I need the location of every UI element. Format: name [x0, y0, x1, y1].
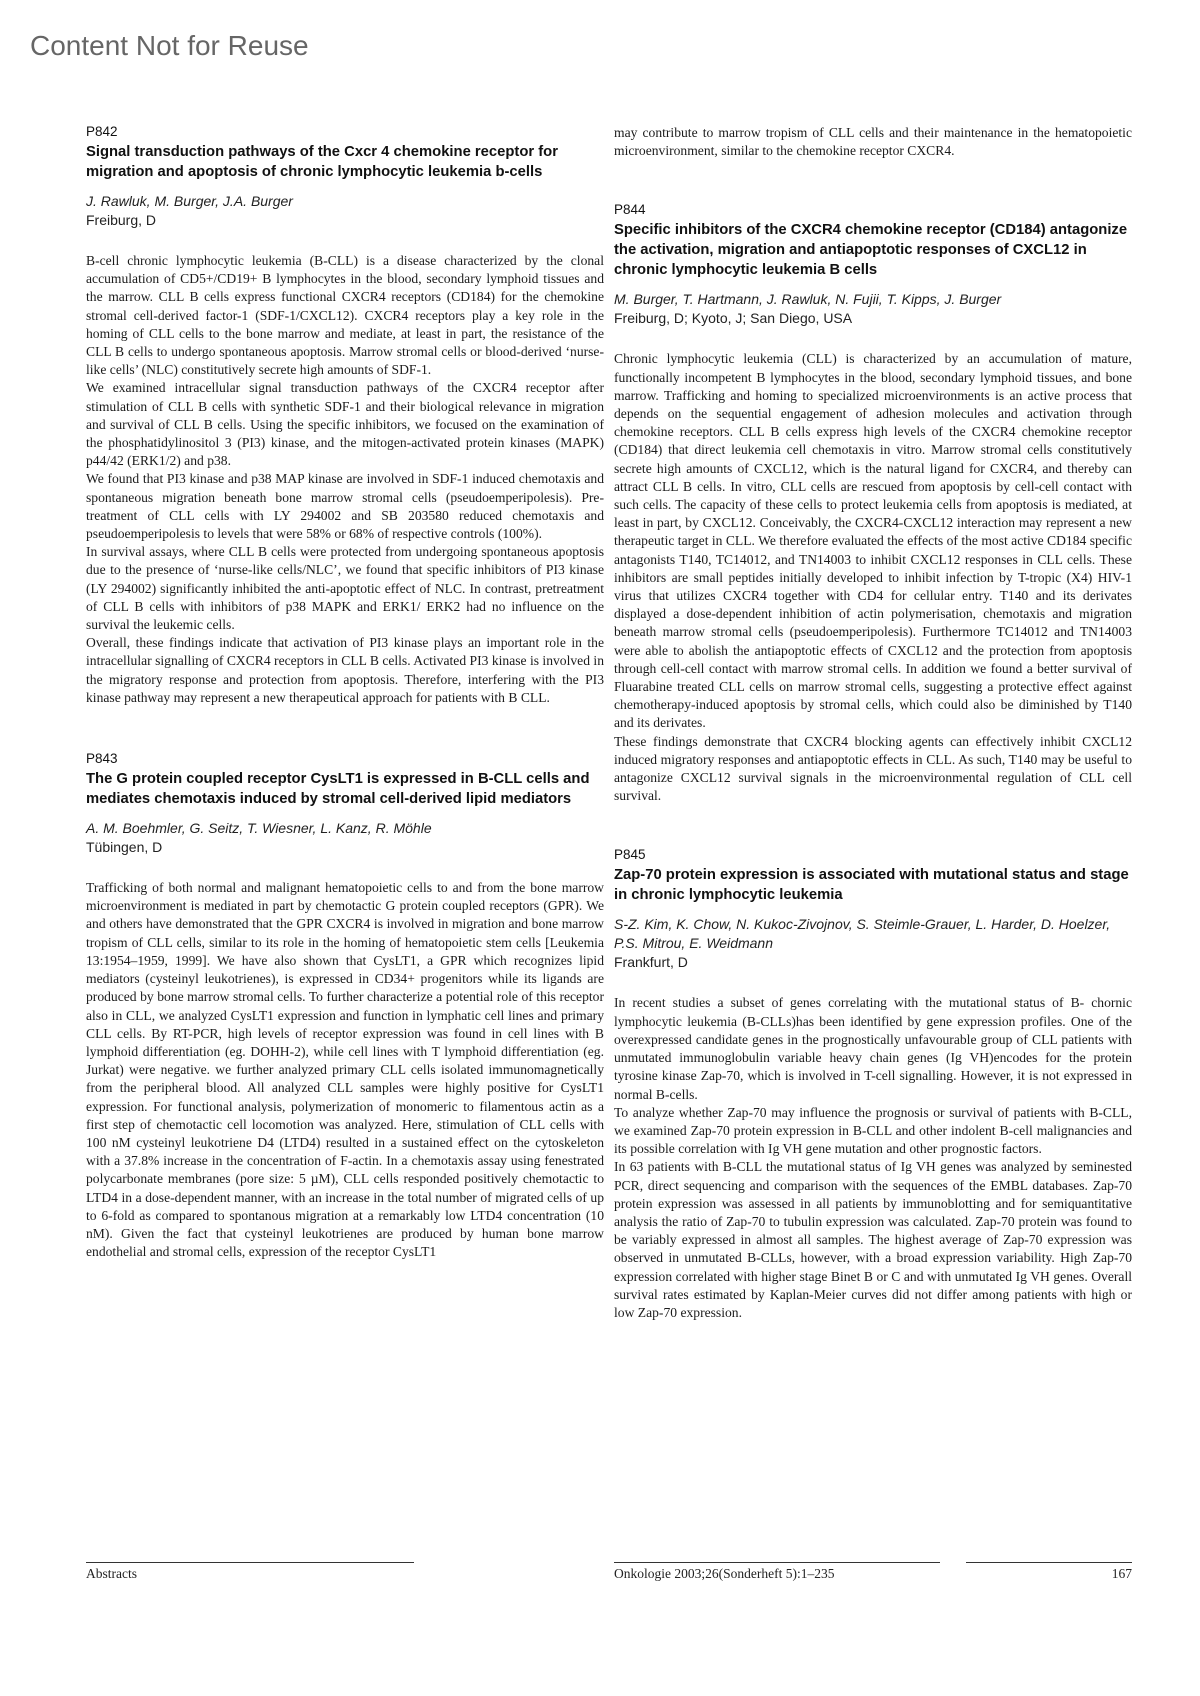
footer-rule-right	[966, 1562, 1132, 1563]
abstract-paragraph: Overall, these findings indicate that activation of PI3 kinase plays an important role in the intracellular signalling of CXCR4 receptors in CLL B cells. Activated PI3 kinase is involved in the migratory response and protection from apoptosis. Therefore, interfering with the PI3 kinase pathway may represent a new therapeutical approach for patients with B CLL.	[86, 635, 604, 705]
abstract-title: The G protein coupled receptor CysLT1 is expressed in B-CLL cells and mediates chemotaxis induced by stromal cell-derived lipid mediators	[86, 771, 590, 808]
abstract-code: P843	[86, 751, 118, 767]
abstract-p842	[86, 124, 604, 707]
left-column	[86, 124, 604, 1261]
footer-rule-left	[86, 1562, 414, 1563]
abstract-code: P845	[614, 847, 646, 863]
abstract-paragraph: B-cell chronic lymphocytic leukemia (B-CLL) is a disease characterized by the clonal accumulation of CD5+/CD19+ B lymphocytes in the blood, secondary lymphoid tissues and the marrow. CLL B cells express functional CXCR4 receptors (CD184) for the chemokine stromal cell-derived factor-1 (SDF-1/CXCL12). CXCR4 receptors play a key role in the homing of CLL cells to the bone marrow and mediate, at least in part, the resistance of the CLL B cells to undergo spontaneous apoptosis. Marrow stromal cells or blood-derived ‘nurse-like cells’ (NLC) constitutively secrete high amounts of SDF-1.	[86, 253, 604, 378]
footer-section-label: Abstracts	[86, 1566, 137, 1581]
abstract-p844	[614, 202, 1132, 805]
abstract-title: Zap-70 protein expression is associated with mutational status and stage in chronic lymphocytic leukemia	[614, 867, 1129, 904]
abstract-affiliation: Tübingen, D	[86, 839, 163, 856]
abstract-title: Specific inhibitors of the CXCR4 chemokine receptor (CD184) antagonize the activation, migration and antiapoptotic responses of CXCL12 in chronic lymphocytic leukemia B cells	[614, 222, 1128, 279]
abstract-affiliation: Freiburg, D; Kyoto, J; San Diego, USA	[614, 310, 853, 327]
abstract-paragraph: To analyze whether Zap-70 may influence the prognosis or survival of patients with B-CLL, we examined Zap-70 protein expression in B-CLL and other indolent B-cell malignancies and its possible correlation with Ig VH gene mutation and other prognostic factors.	[614, 1104, 1132, 1157]
footer-page-number: 167	[1111, 1566, 1132, 1581]
abstract-title: Signal transduction pathways of the Cxcr 4 chemokine receptor for migration and apoptosis of chronic lymphocytic leukemia b-cells	[86, 144, 558, 180]
footer-rule-middle	[614, 1562, 940, 1563]
abstract-affiliation: Freiburg, D	[86, 212, 157, 228]
abstract-p845	[614, 847, 1132, 1322]
abstract-authors: J. Rawluk, M. Burger, J.A. Burger	[86, 193, 293, 209]
abstract-paragraph: Chronic lymphocytic leukemia (CLL) is characterized by an accumulation of mature, functionally incompetent B lymphocytes in the blood, secondary lymphoid tissues, and bone marrow. Trafficking and homing to specialized microenvironments is an active process that depends on the sequential engagement of adhesion molecules and activation through chemokine receptors. CLL B cells express high levels of the CXCR4 chemokine receptor (CD184) that direct leukemia cell chemotaxis in vitro. Marrow stromal cells constitutively secrete high amounts of CXCL12, which is the natural ligand for CXCR4, and thereby can attract CLL B cells. In vitro, CLL cells are rescued from apoptosis by cell-cell contact with such cells. The capacity of these cells to protect leukemia cells from apoptosis is mediated, at least in part, by CXCL12. Conceivably, the CXCR4-CXCL12 interaction may represent a new therapeutic target in CLL. We therefore evaluated the effects of the most active CD184 specific antagonists T140, TC14012, and TN14003 to inhibit CXCL12 responses in CLL cells. These inhibitors are small peptides initially developed to inhibit infection by T-tropic (X4) HIV-1 virus that utilizes CXCR4 together with CD4 for cellular entry. T140 and its derivates displayed a dose-dependent inhibition of actin polymerisation, chemotaxis and migration beneath marrow stromal cells (pseudoemperipolesis). Furthermore TC14012 and TN14003 were able to abolish the antiapoptotic effects of CXCL12 and the protection from apoptosis through cell-cell contact with marrow stromal cells. In addition we found a better survival of Fluarabine treated CLL cells on marrow stromal cells, suggesting a protective effect against chemotherapy-induced apoptosis by stromal cells, which could also be diminished by T140 and its derivates.	[614, 351, 1132, 731]
abstract-code: P844	[614, 202, 646, 218]
abstract-affiliation: Frankfurt, D	[614, 954, 688, 971]
abstract-continuation: may contribute to marrow tropism of CLL cells and their maintenance in the hematopoietic microenvironment, similar to the chemokine receptor CXCR4.	[614, 125, 1132, 159]
abstract-authors: S-Z. Kim, K. Chow, N. Kukoc-Zivojnov, S. Steimle-Grauer, L. Harder, D. Hoelzer, P.S. Mitrou, E. Weidmann	[614, 916, 1111, 952]
abstract-authors: M. Burger, T. Hartmann, J. Rawluk, N. Fujii, T. Kipps, J. Burger	[614, 291, 1002, 308]
abstract-paragraph: We examined intracellular signal transduction pathways of the CXCR4 receptor after stimulation of CLL B cells with synthetic SDF-1 and their biological relevance in migration and survival of CLL B cells. Using the specific inhibitors, we focused on the examination of the phosphatidylinositol 3 (PI3) kinase, and the mitogen-activated protein kinases (MAPK) p44/42 (ERK1/2) and p38.	[86, 380, 604, 469]
abstract-paragraph: In survival assays, where CLL B cells were protected from undergoing spontaneous apoptosis due to the presence of ‘nurse-like cells/NLC’, we found that specific inhibitors of PI3 kinase (LY 294002) significantly inhibited the anti-apoptotic effect of NLC. In contrast, pretreatment of CLL B cells with inhibitors of p38 MAPK and ERK1/ ERK2 had no influence on the survival the leukemic cells.	[86, 544, 604, 633]
abstract-paragraph: Trafficking of both normal and malignant hematopoietic cells to and from the bone marrow microenvironment is mediated in part by chemotactic G protein coupled receptors (GPR). We and others have demonstrated that the GPR CXCR4 is involved in migration and bone marrow tropism of CLL cells, similar to its role in the homing of hematopoietic stem cells [Leukemia 13:1954–1959, 1999]. We have also shown that CysLT1, a GPR which recognizes lipid mediators (cysteinyl leukotrienes), is expressed in CD34+ progenitors while its ligands are produced by bone marrow stromal cells. To further characterize a potential role of this receptor also in CLL, we analyzed CysLT1 expression and function in lymphatic cell lines and primary CLL cells. By RT-PCR, high levels of receptor expression was found in cell lines with B lymphoid differentiation (eg. DOHH-2), while cell lines with T lymphoid differentiation (eg. Jurkat) were negative. we further analyzed primary CLL cells isolated immunomagnetically from the peripheral blood. All analyzed CLL samples were highly positive for CysLT1 expression. For functional analysis, polymerization of monomeric to filamentous actin as a first step of chemotactic cell locomotion was analyzed. Here, stimulation of CLL cells with 100 nM cysteinyl leukotriene D4 (LTD4) resulted in a sustained effect on the cytoskeleton with a 37.8% increase in the concentration of F-actin. In a chemotaxis assay using fenestrated polycarbonate membranes (pore size: 5 µM), CLL cells responded positively chemotactic to LTD4 in a dose-dependent manner, with an increase in the total number of migrated cells of up to 6-fold as compared to spontanous migration at a remarkably low LTD4 concentration (10 nM). Given the fact that cysteinyl leukotrienes are produced by human bone marrow endothelial and stromal cells, expression of the receptor CysLT1	[86, 880, 604, 1260]
footer-journal-citation: Onkologie 2003;26(Sonderheft 5):1–235	[614, 1566, 835, 1581]
abstract-paragraph: These findings demonstrate that CXCR4 blocking agents can effectively inhibit CXCL12 induced migratory responses and antiapoptotic effects in CLL. As such, T140 may be useful to antagonize CXCL12 survival signals in the microenvironmental regulation of CLL cell survival.	[614, 733, 1132, 804]
abstract-p843	[86, 751, 604, 1261]
abstract-code: P842	[86, 124, 118, 139]
abstract-authors: A. M. Boehmler, G. Seitz, T. Wiesner, L. Kanz, R. Möhle	[86, 820, 432, 837]
abstract-paragraph: In recent studies a subset of genes correlating with the mutational status of B- chornic lymphocytic leukemia (B-CLLs)has been identified by gene expression profiles. One of the overexpressed candidate genes in the prognostically unfavourable group of CLL patients with unmutated immunoglobulin variable heavy chain genes (Ig VH)encodes for the protein tyrosine kinase Zap-70, which is involved in T-cell signalling. However, it is not expressed in normal B-cells.	[614, 995, 1132, 1102]
right-column	[614, 124, 1132, 1322]
abstract-paragraph: We found that PI3 kinase and p38 MAP kinase are involved in SDF-1 induced chemotaxis and spontaneous migration beneath bone marrow stromal cells (pseudoemperipolesis). Pre-treatment of CLL cells with LY 294002 and SB 203580 reduced chemotaxis and pseudoemperipolesis to levels that were 58% or 68% of respective controls (100%).	[86, 471, 604, 542]
watermark-text: Content Not for Reuse	[30, 30, 309, 61]
abstract-paragraph: In 63 patients with B-CLL the mutational status of Ig VH genes was analyzed by seminested PCR, direct sequencing and comparison with the sequences of the EMBL databases. Zap-70 protein expression was assessed in all patients by immunoblotting and for semiquantitative analysis the ratio of Zap-70 to tubulin expression was calculated. Zap-70 protein was found to be variably expressed in almost all samples. The highest average of Zap-70 expression was observed in unmutated B-CLLs, however, with a broad expression variability. High Zap-70 expression correlated with higher stage Binet B or C and with unmutated Ig VH genes. Overall survival rates estimated by Kaplan-Meier curves did not differ among patients with high or low Zap-70 expression.	[614, 1159, 1132, 1320]
